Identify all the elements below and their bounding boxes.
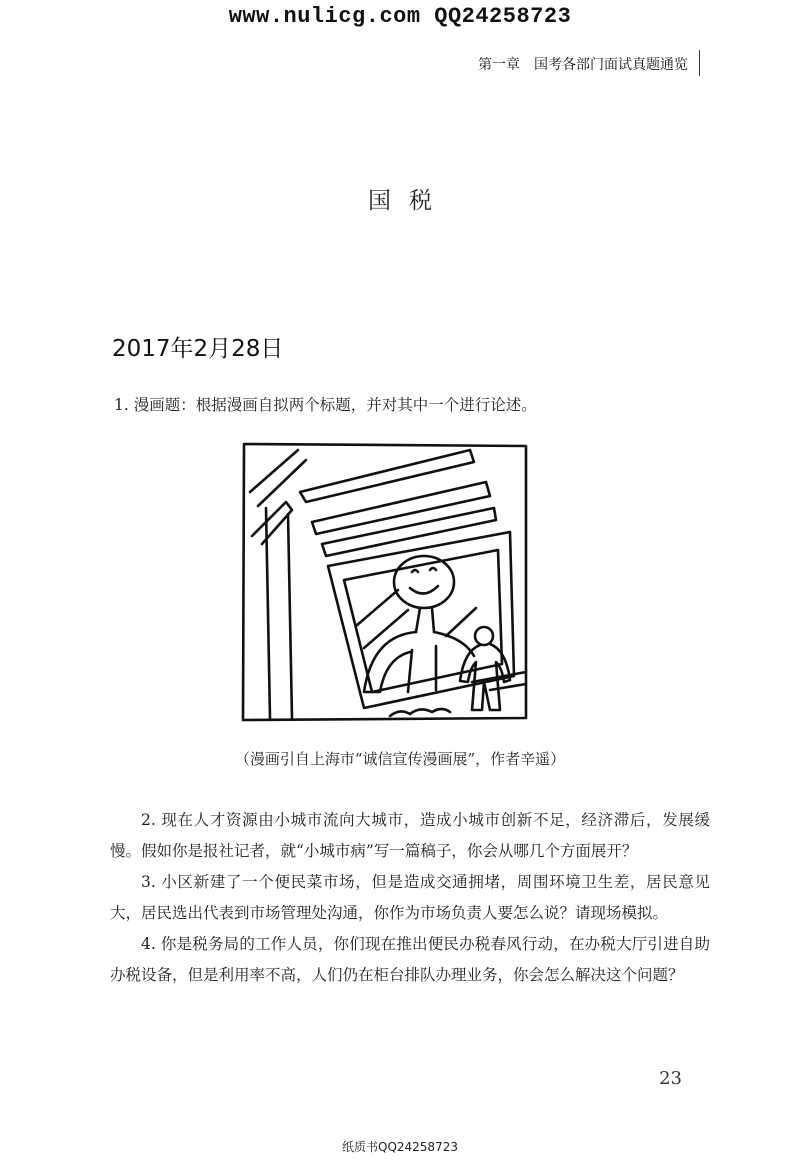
running-header [478,54,688,74]
question-3: 3. 小区新建了一个便民菜市场，但是造成交通拥堵，周围环境卫生差，居民意见大，居民选出代表到市场管理处沟通，你作为市场负责人要怎么说？请现场模拟。 [110,873,710,922]
watermark-top: www.nulicg.com QQ24258723 [228,4,572,29]
cartoon-illustration [240,440,530,722]
question-4: 4. 你是税务局的工作人员，你们现在推出便民办税春风行动，在办税大厅引进自助办税设备，但是利用率不高，人们仍在柜台排队办理业务，你会怎么解决这个问题？ [110,935,710,984]
question-2: 2. 现在人才资源由小城市流向大城市，造成小城市创新不足，经济滞后，发展缓慢。假如你是报社记者，就“小城市病”写一篇稿子，你会从哪几个方面展开？ [110,811,710,860]
date-heading: 2017年2月28日 [112,336,284,362]
watermark-bottom: 纸质书QQ24258723 [342,1140,458,1154]
page-number: 23 [659,1068,682,1089]
cartoon-caption: （漫画引自上海市“诚信宣传漫画展”，作者辛遥） [234,750,566,768]
chapter-label: 第一章 [478,57,520,73]
chapter-title: 国考各部门面试真题通览 [534,57,688,73]
header-rule [699,50,700,76]
question-1: 1. 漫画题：根据漫画自拟两个标题，并对其中一个进行论述。 [114,396,537,414]
section-title: 国税 [368,188,450,214]
